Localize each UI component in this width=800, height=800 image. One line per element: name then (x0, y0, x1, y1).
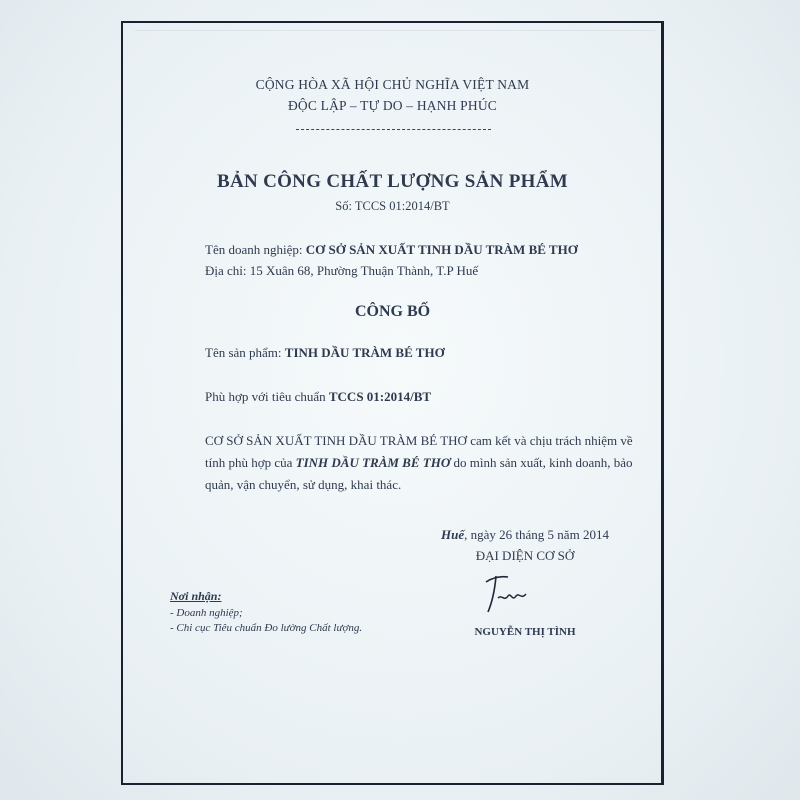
standard-label: Phù hợp với tiêu chuẩn (205, 389, 329, 404)
product-value: TINH DẦU TRÀM BÉ THƠ (284, 345, 445, 360)
commitment-product: TINH DẦU TRÀM BÉ THƠ (295, 455, 451, 470)
recipients-heading: Nơi nhận: (170, 589, 222, 603)
commitment-part1: CƠ SỞ SẢN XUẤT TINH DẦU TRÀM BÉ THƠ cam kết và chịu trách nhiệm về tính phù hợp của (205, 433, 633, 470)
header-separator (296, 129, 491, 130)
business-name-line (205, 242, 578, 258)
document-number: Số: TCCS 01:2014/BT (335, 199, 450, 213)
business-name-value: CƠ SỞ SẢN XUẤT TINH DẦU TRÀM BÉ THƠ (305, 242, 578, 257)
signature-place: Huế (441, 527, 465, 542)
announcement-heading: CÔNG BỐ (354, 303, 431, 320)
motto-header: ĐỘC LẬP – TỰ DO – HẠNH PHÚC (287, 98, 497, 113)
document-title: BẢN CÔNG CHẤT LƯỢNG SẢN PHẨM (217, 171, 568, 192)
handwritten-signature-icon (478, 568, 538, 618)
recipient-item: - Doanh nghiệp; (170, 607, 243, 619)
recipients-block (170, 589, 362, 634)
signature-role: ĐẠI DIỆN CƠ SỞ (475, 548, 575, 563)
business-address: Địa chỉ: 15 Xuân 68, Phường Thuận Thành, T.P Huế (205, 263, 479, 278)
commitment-paragraph (205, 430, 645, 496)
business-name-label: Tên doanh nghiệp: (205, 242, 306, 257)
standard-line (205, 389, 431, 405)
standard-value: TCCS 01:2014/BT (328, 389, 432, 404)
signature-date: , ngày 26 tháng 5 năm 2014 (464, 527, 609, 542)
product-line (205, 345, 445, 361)
recipient-item: - Chi cục Tiêu chuẩn Đo lường Chất lượng. (170, 622, 363, 634)
product-label: Tên sản phẩm: (205, 345, 285, 360)
commitment-part2: do mình sản xuất, kinh doanh, bảo quản, vận chuyển, sử dụng, khai thác. (205, 455, 633, 492)
signer-name: NGUYỄN THỊ TÌNH (474, 626, 576, 638)
signature-date-line (410, 527, 640, 543)
republic-header: CỘNG HÒA XÃ HỘI CHỦ NGHĨA VIỆT NAM (255, 77, 530, 92)
